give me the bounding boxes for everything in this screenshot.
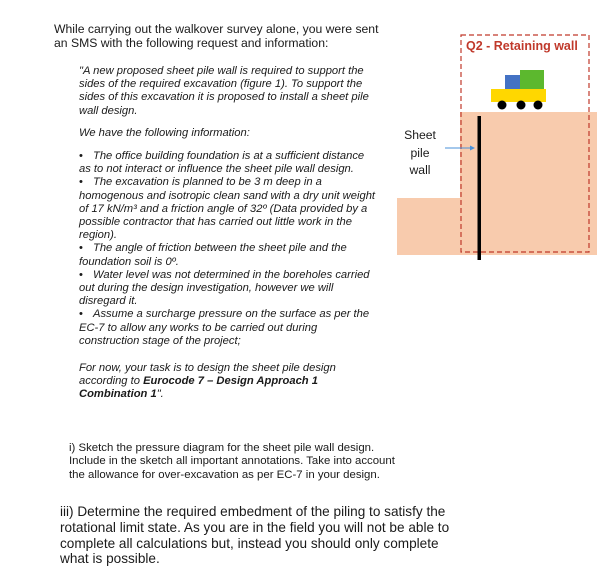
list-item-text: The angle of friction between the sheet pile and the foundation soil is 0º. bbox=[79, 242, 347, 268]
bullet-icon: • bbox=[79, 308, 83, 321]
list-item-text: Assume a surcharge pressure on the surface as per the EC-7 to allow any works to be carried out during construction stage of the project; bbox=[79, 308, 370, 347]
bullet-icon: • bbox=[79, 150, 83, 163]
bullet-icon: • bbox=[79, 268, 83, 281]
sheet-pile-label bbox=[402, 127, 438, 180]
wheel-icon bbox=[498, 101, 507, 110]
label-line: wall bbox=[409, 163, 431, 177]
task-suffix: ". bbox=[156, 388, 164, 401]
question-iii: iii) Determine the required embedment of the piling to satisfy the rotational limit state. As you are in the field you will not be able to complete all calculations but, instead you should only complete what is possible. bbox=[60, 504, 450, 567]
intro-text: While carrying out the walkover survey alone, you were sent an SMS with the following request and information: bbox=[54, 22, 379, 50]
soil-lower bbox=[397, 198, 597, 255]
list-item bbox=[79, 176, 379, 242]
task-standard: Eurocode 7 – Design Approach 1 Combination 1 bbox=[79, 375, 318, 401]
truck-icon bbox=[491, 70, 546, 110]
list-item-text: The excavation is planned to be 3 m deep in a homogenous and isotropic clean sand with a dry unit weight of 17 kN/m³ and a friction angle of 32º (Data provided by a possible contractor that has carried out little work in the region). bbox=[79, 176, 376, 242]
list-item-text: The office building foundation is at a sufficient distance as to not interact or influence the sheet pile wall design. bbox=[79, 150, 365, 176]
truck-body bbox=[491, 89, 546, 102]
list-item bbox=[79, 308, 379, 348]
box-green bbox=[520, 70, 544, 89]
information-list bbox=[79, 150, 379, 348]
quote-paragraph-1: "A new proposed sheet pile wall is required to support the sides of the required excavation (figure 1). To support the sides of this excavation it is proposed to install a sheet pile wall design. bbox=[79, 65, 369, 117]
list-item bbox=[79, 150, 379, 176]
list-item bbox=[79, 242, 379, 268]
label-line: pile bbox=[410, 145, 430, 160]
wheel-icon bbox=[517, 101, 526, 110]
bullet-icon: • bbox=[79, 242, 83, 255]
list-item-text: Water level was not determined in the boreholes carried out during the design investigation, however we will disregard it. bbox=[79, 268, 370, 308]
question-i: i) Sketch the pressure diagram for the sheet pile wall design. Include in the sketch all important annotations. Take into account the allowance for over-excavation as per EC-7 in your design. bbox=[69, 442, 395, 481]
list-item bbox=[79, 269, 379, 309]
quoted-request bbox=[79, 65, 379, 402]
bullet-icon: • bbox=[79, 176, 83, 189]
wheel-icon bbox=[534, 101, 543, 110]
task-prefix: For now, your task is to design the sheet pile design according to bbox=[79, 362, 336, 388]
task-statement bbox=[79, 362, 379, 402]
label-line: Sheet bbox=[404, 128, 436, 142]
sheet-pile-wall bbox=[478, 116, 482, 260]
quote-paragraph-2: We have the following information: bbox=[79, 126, 250, 139]
box-blue bbox=[505, 75, 522, 89]
figure-title: Q2 - Retaining wall bbox=[466, 39, 578, 53]
